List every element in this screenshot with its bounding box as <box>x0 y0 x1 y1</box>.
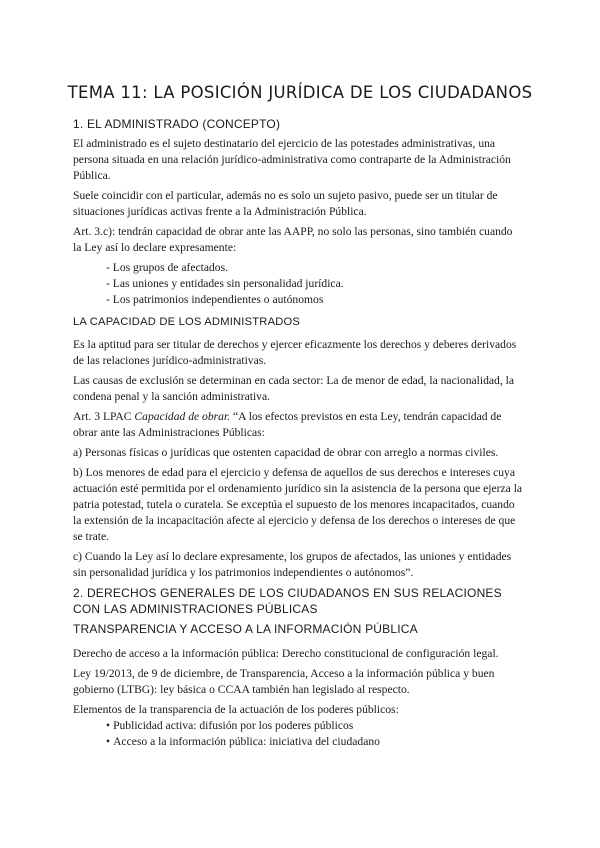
capacity-list <box>73 260 523 308</box>
capacidad-paragraph-2: Las causas de exclusión se determinan en cada sector: La de menor de edad, la nacionalidad, la condena penal y la sanción administrativa. <box>73 374 515 403</box>
capacidad-item-a: a) Personas físicas o jurídicas que ostenten capacidad de obrar con arreglo a normas civiles. <box>73 446 499 459</box>
page-title: TEMA 11: LA POSICIÓN JURÍDICA DE LOS CIUDADANOS <box>67 83 533 103</box>
capacidad-item-b: b) Los menores de edad para el ejercicio y defensa de aquellos de sus derechos e intereses cuya actuación esté permitida por el ordenamiento jurídico sin la asistencia de la persona que ejerza la patria potestad, tutela o curatela. Se exceptúa el supuesto de los menores incapacitados, cuando la extensión de la incapacitación afecte al ejercicio y defensa de los derechos o intereses de que se trate. <box>73 466 523 543</box>
list-item: - Los patrimonios independientes o autónomos <box>106 293 324 306</box>
section-1-paragraph-1: El administrado es el sujeto destinatario del ejercicio de las potestades administrativas, una persona situada en una relación jurídico-administrativa como contraparte de la Administración Pública. <box>73 137 511 182</box>
list-item: • Acceso a la información pública: iniciativa del ciudadano <box>106 734 523 750</box>
section-1-heading: 1. EL ADMINISTRADO (CONCEPTO) <box>73 117 281 131</box>
section-2-paragraph-2: Ley 19/2013, de 9 de diciembre, de Transparencia, Acceso a la información pública y buen gobierno (LTBG): ley básica o CCAA también han legislado al respecto. <box>73 667 495 696</box>
section-2-heading: 2. DERECHOS GENERALES DE LOS CIUDADANOS EN SUS RELACIONES CON LAS ADMINISTRACIONES PÚBLICAS <box>73 586 502 616</box>
document-body <box>73 116 523 750</box>
art-3-quote: “A los efectos previstos en esta Ley, tendrán capacidad de obrar ante las Administraciones Públicas: <box>73 410 502 439</box>
list-item: - Los grupos de afectados. <box>106 261 229 274</box>
section-2-paragraph-3: Elementos de la transparencia de la actuación de los poderes públicos: <box>73 703 399 716</box>
art-3-italic-title: Capacidad de obrar. <box>134 410 231 423</box>
list-item: • Publicidad activa: difusión por los poderes públicos <box>106 718 523 734</box>
capacidad-paragraph-3 <box>73 409 523 441</box>
transparency-bullets <box>73 718 523 750</box>
section-1-paragraph-3: Art. 3.c): tendrán capacidad de obrar ante las AAPP, no solo las personas, sino también cuando la Ley así lo declare expresamente: <box>73 225 513 254</box>
section-1-paragraph-2: Suele coincidir con el particular, además no es solo un sujeto pasivo, puede ser un titular de situaciones jurídicas activas frente a la Administración Pública. <box>73 189 498 218</box>
capacidad-heading: LA CAPACIDAD DE LOS ADMINISTRADOS <box>73 316 301 328</box>
transparencia-heading: TRANSPARENCIA Y ACCESO A LA INFORMACIÓN PÚBLICA <box>73 622 418 636</box>
capacidad-item-c: c) Cuando la Ley así lo declare expresamente, los grupos de afectados, las uniones y entidades sin personalidad jurídica y los patrimonios independientes o autónomos”. <box>73 550 512 579</box>
capacidad-paragraph-1: Es la aptitud para ser titular de derechos y ejercer eficazmente los derechos y deberes derivados de las relaciones jurídico-administrativas. <box>73 338 517 367</box>
section-2-paragraph-1: Derecho de acceso a la información pública: Derecho constitucional de configuración legal. <box>73 647 499 660</box>
art-3-reference: Art. 3 LPAC <box>73 410 135 423</box>
list-item: - Las uniones y entidades sin personalidad jurídica. <box>106 277 344 290</box>
